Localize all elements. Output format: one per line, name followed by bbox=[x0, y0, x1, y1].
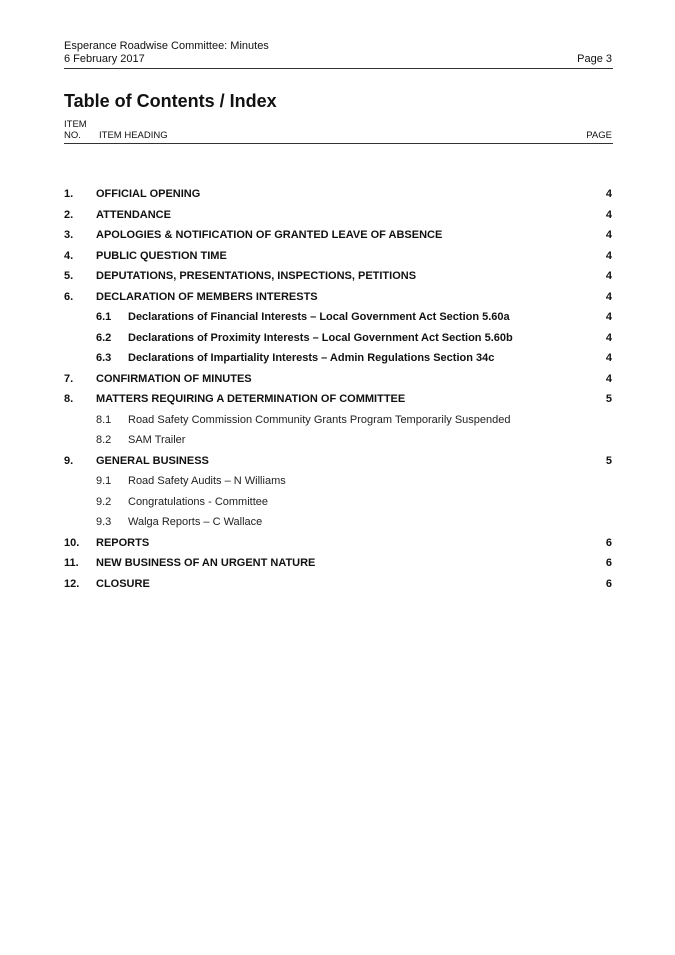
toc-entry-heading: DECLARATION OF MEMBERS INTERESTS bbox=[96, 290, 318, 303]
toc-entry-heading: OFFICIAL OPENING bbox=[96, 188, 201, 201]
toc-entry-number: 10. bbox=[64, 536, 80, 549]
toc-entry[interactable] bbox=[64, 471, 612, 492]
page-title: Table of Contents / Index bbox=[64, 91, 277, 111]
toc-entry-page: 4 bbox=[605, 270, 612, 283]
page-number: Page 3 bbox=[577, 53, 612, 65]
toc-entry-number: 5. bbox=[64, 270, 74, 283]
toc-entry-number: 11. bbox=[64, 557, 79, 570]
toc-entry-heading: MATTERS REQUIRING A DETERMINATION OF COMMITTEE bbox=[96, 393, 406, 406]
toc-entry[interactable] bbox=[64, 512, 612, 533]
item-no-column-header: NO. bbox=[64, 130, 81, 141]
toc-entry-heading: SAM Trailer bbox=[128, 434, 186, 447]
toc-entry[interactable] bbox=[64, 205, 612, 226]
page-column-header: PAGE bbox=[586, 130, 612, 141]
toc-entry-number: 9.1 bbox=[96, 475, 112, 488]
column-header-divider bbox=[64, 143, 613, 144]
toc-entry-page: 4 bbox=[605, 372, 612, 385]
toc-entry-number: 6. bbox=[64, 290, 74, 303]
toc-entry-heading: REPORTS bbox=[96, 536, 150, 549]
toc-entry[interactable] bbox=[64, 410, 612, 431]
page-header bbox=[64, 40, 612, 66]
toc-entry-page: 4 bbox=[605, 290, 612, 303]
minutes-date: 6 February 2017 bbox=[64, 53, 145, 65]
toc-entry-heading: ATTENDANCE bbox=[96, 208, 171, 221]
toc-entry[interactable] bbox=[64, 184, 612, 205]
toc-entry-number: 8. bbox=[64, 393, 74, 406]
toc-entry[interactable] bbox=[64, 430, 612, 451]
toc-entry-heading: Road Safety Commission Community Grants Program Temporarily Suspended bbox=[128, 413, 511, 426]
toc-entry-heading: CONFIRMATION OF MINUTES bbox=[96, 372, 252, 385]
toc-entry-number: 6.3 bbox=[96, 352, 112, 365]
toc-entry[interactable] bbox=[64, 553, 612, 574]
toc-entry-page: 4 bbox=[605, 229, 612, 242]
toc-entry-number: 9. bbox=[64, 454, 74, 467]
toc-entry-page: 5 bbox=[605, 393, 612, 406]
toc-entry-number: 9.3 bbox=[96, 516, 112, 529]
toc-entry-number: 1. bbox=[64, 188, 74, 201]
toc-entry-number: 6.2 bbox=[96, 331, 112, 344]
toc-entry-number: 9.2 bbox=[96, 495, 112, 508]
toc-entry-number: 7. bbox=[64, 372, 74, 385]
toc-entry[interactable] bbox=[64, 287, 612, 308]
toc-entry-page: 4 bbox=[605, 352, 612, 365]
item-heading-column-header: ITEM HEADING bbox=[99, 130, 168, 141]
toc-entry-page: 6 bbox=[605, 536, 612, 549]
toc-entry-heading: PUBLIC QUESTION TIME bbox=[96, 249, 227, 262]
item-column-header-line1: ITEM bbox=[64, 119, 87, 130]
toc-entry-page: 6 bbox=[605, 557, 612, 570]
toc-entry-page: 6 bbox=[605, 577, 612, 590]
header-divider bbox=[64, 68, 613, 69]
toc-entry-number: 8.2 bbox=[96, 434, 112, 447]
toc-entry-number: 3. bbox=[64, 229, 74, 242]
toc-entry-number: 4. bbox=[64, 249, 74, 262]
column-headers bbox=[64, 119, 612, 141]
toc-entry-heading: Declarations of Impartiality Interests – Admin Regulations Section 34c bbox=[128, 352, 495, 365]
toc-entry[interactable] bbox=[64, 348, 612, 369]
committee-title: Esperance Roadwise Committee: Minutes bbox=[64, 40, 269, 52]
toc-entry[interactable] bbox=[64, 328, 612, 349]
toc-entry[interactable] bbox=[64, 307, 612, 328]
toc-entry-number: 8.1 bbox=[96, 413, 112, 426]
toc-entry[interactable] bbox=[64, 574, 612, 595]
toc-entry-page: 5 bbox=[605, 454, 612, 467]
toc-entry-page: 4 bbox=[605, 188, 612, 201]
toc-entry[interactable] bbox=[64, 225, 612, 246]
toc-entry-heading: GENERAL BUSINESS bbox=[96, 454, 209, 467]
toc-entry-number: 6.1 bbox=[96, 311, 112, 324]
toc-entry-heading: APOLOGIES & NOTIFICATION OF GRANTED LEAVE OF ABSENCE bbox=[96, 229, 443, 242]
toc-entry-number: 2. bbox=[64, 208, 74, 221]
toc-entry[interactable] bbox=[64, 389, 612, 410]
toc-entry[interactable] bbox=[64, 266, 612, 287]
toc-entry-number: 12. bbox=[64, 577, 80, 590]
toc-entry-heading: Road Safety Audits – N Williams bbox=[128, 475, 286, 488]
toc-entry-heading: Declarations of Financial Interests – Local Government Act Section 5.60a bbox=[128, 311, 510, 324]
toc-entry[interactable] bbox=[64, 369, 612, 390]
toc-entry[interactable] bbox=[64, 533, 612, 554]
toc-entry-page: 4 bbox=[605, 311, 612, 324]
toc-entry-heading: Congratulations - Committee bbox=[128, 495, 269, 508]
toc-list bbox=[64, 184, 612, 594]
toc-entry-page: 4 bbox=[605, 208, 612, 221]
toc-entry-heading: NEW BUSINESS OF AN URGENT NATURE bbox=[96, 557, 316, 570]
toc-entry-heading: DEPUTATIONS, PRESENTATIONS, INSPECTIONS, PETITIONS bbox=[96, 270, 417, 283]
toc-entry-heading: CLOSURE bbox=[96, 577, 150, 590]
toc-entry-heading: Declarations of Proximity Interests – Local Government Act Section 5.60b bbox=[128, 331, 513, 344]
toc-entry-page: 4 bbox=[605, 331, 612, 344]
toc-entry[interactable] bbox=[64, 492, 612, 513]
toc-entry-heading: Walga Reports – C Wallace bbox=[128, 516, 263, 529]
toc-entry[interactable] bbox=[64, 246, 612, 267]
toc-entry[interactable] bbox=[64, 451, 612, 472]
toc-entry-page: 4 bbox=[605, 249, 612, 262]
